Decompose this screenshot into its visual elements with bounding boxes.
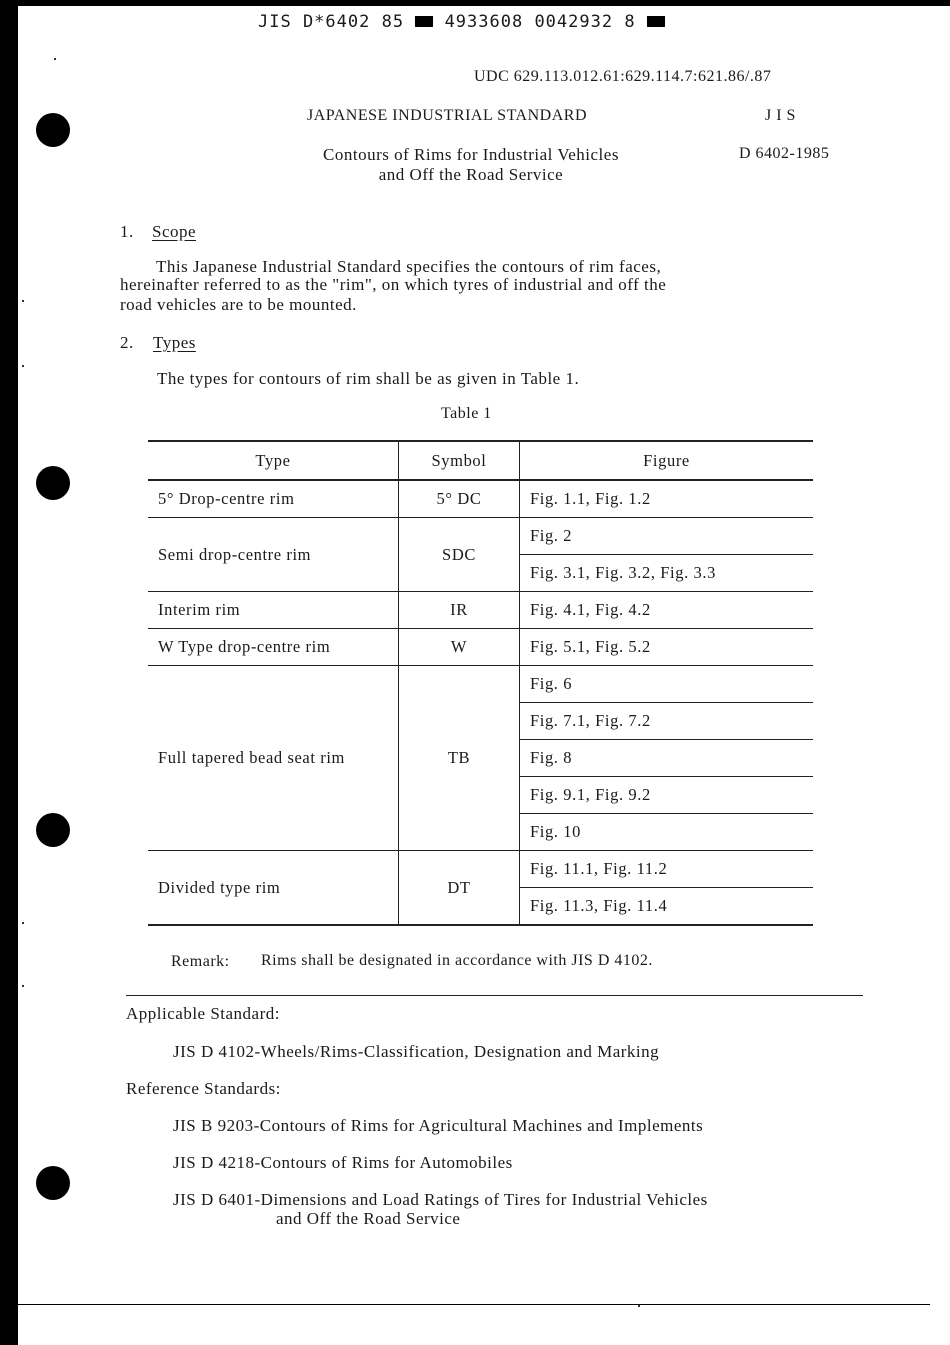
punch-hole — [36, 1166, 70, 1200]
redaction-block — [647, 16, 665, 27]
document-code-strip — [258, 12, 665, 32]
figure-cell: Fig. 6 — [520, 666, 814, 703]
figure-cell: Fig. 10 — [520, 814, 814, 851]
title-line-2: and Off the Road Service — [378, 165, 564, 184]
figure-cell: Fig. 9.1, Fig. 9.2 — [520, 777, 814, 814]
table-row — [148, 666, 813, 703]
scan-speck — [22, 985, 24, 987]
figure-cell: Fig. 8 — [520, 740, 814, 777]
type-cell: W Type drop-centre rim — [148, 629, 399, 666]
references-heading: Reference Standards: — [126, 1079, 281, 1098]
redaction-block — [415, 16, 433, 27]
reference-item: JIS D 6401-Dimensions and Load Ratings of Tires for Industrial Vehicles — [173, 1190, 708, 1209]
udc-number: UDC 629.113.012.61:629.114.7:621.86/.87 — [474, 68, 772, 85]
section-divider — [126, 995, 863, 996]
type-cell: 5° Drop-centre rim — [148, 480, 399, 518]
scan-speck — [638, 1305, 640, 1307]
punch-hole — [36, 466, 70, 500]
standard-number: D 6402-1985 — [739, 145, 830, 162]
scan-speck — [22, 922, 24, 924]
table-header-row — [148, 441, 813, 480]
scope-text-line-3: road vehicles are to be mounted. — [120, 295, 357, 314]
scan-speck — [22, 300, 24, 302]
code-strip-prefix: JIS D*6402 85 — [258, 12, 405, 32]
reference-item-continued: and Off the Road Service — [276, 1209, 461, 1228]
organization-title: JAPANESE INDUSTRIAL STANDARD — [307, 107, 587, 124]
symbol-cell: TB — [399, 666, 520, 851]
types-heading: Types — [153, 333, 196, 352]
figure-cell: Fig. 1.1, Fig. 1.2 — [520, 480, 814, 518]
rim-types-table — [148, 440, 813, 926]
type-cell: Full tapered bead seat rim — [148, 666, 399, 851]
figure-cell: Fig. 5.1, Fig. 5.2 — [520, 629, 814, 666]
figure-cell: Fig. 2 — [520, 518, 814, 555]
scope-section-number: 1. — [120, 222, 134, 241]
punch-hole — [36, 113, 70, 147]
punch-hole — [36, 813, 70, 847]
table-row — [148, 851, 813, 888]
scan-speck — [54, 58, 56, 60]
page-bottom-edge — [18, 1304, 930, 1305]
scope-heading: Scope — [152, 222, 197, 241]
symbol-cell: DT — [399, 851, 520, 926]
scope-text-line-2: hereinafter referred to as the "rim", on which tyres of industrial and off the — [120, 275, 667, 294]
title-line-1: Contours of Rims for Industrial Vehicles — [323, 145, 619, 164]
remark-text: Rims shall be designated in accordance with JIS D 4102. — [261, 952, 653, 969]
table-row — [148, 629, 813, 666]
types-section-number: 2. — [120, 333, 134, 352]
figure-cell: Fig. 3.1, Fig. 3.2, Fig. 3.3 — [520, 555, 814, 592]
figure-cell: Fig. 7.1, Fig. 7.2 — [520, 703, 814, 740]
figure-cell: Fig. 4.1, Fig. 4.2 — [520, 592, 814, 629]
document-title — [271, 145, 671, 185]
reference-item: JIS D 4218-Contours of Rims for Automobiles — [173, 1153, 513, 1172]
symbol-cell: 5° DC — [399, 480, 520, 518]
applicable-heading: Applicable Standard: — [126, 1004, 280, 1023]
applicable-item: JIS D 4102-Wheels/Rims-Classification, Designation and Marking — [173, 1042, 660, 1061]
table-caption: Table 1 — [441, 405, 492, 422]
figure-cell: Fig. 11.3, Fig. 11.4 — [520, 888, 814, 926]
jis-label: J I S — [765, 107, 796, 124]
table-row — [148, 480, 813, 518]
symbol-cell: IR — [399, 592, 520, 629]
code-strip-number: 4933608 0042932 8 — [444, 12, 636, 32]
scope-text-line-1: This Japanese Industrial Standard specifies the contours of rim faces, — [156, 257, 662, 276]
type-cell: Semi drop-centre rim — [148, 518, 399, 592]
reference-item: JIS B 9203-Contours of Rims for Agricultural Machines and Implements — [173, 1116, 704, 1135]
type-cell: Divided type rim — [148, 851, 399, 926]
header-figure: Figure — [520, 441, 814, 480]
scan-speck — [22, 365, 24, 367]
header-symbol: Symbol — [399, 441, 520, 480]
symbol-cell: SDC — [399, 518, 520, 592]
remark-label: Remark: — [171, 953, 230, 970]
header-type: Type — [148, 441, 399, 480]
scan-top-edge — [0, 0, 950, 6]
table-row — [148, 592, 813, 629]
types-intro: The types for contours of rim shall be as given in Table 1. — [157, 369, 580, 388]
table-row — [148, 518, 813, 555]
type-cell: Interim rim — [148, 592, 399, 629]
scan-left-edge — [0, 0, 18, 1345]
symbol-cell: W — [399, 629, 520, 666]
figure-cell: Fig. 11.1, Fig. 11.2 — [520, 851, 814, 888]
